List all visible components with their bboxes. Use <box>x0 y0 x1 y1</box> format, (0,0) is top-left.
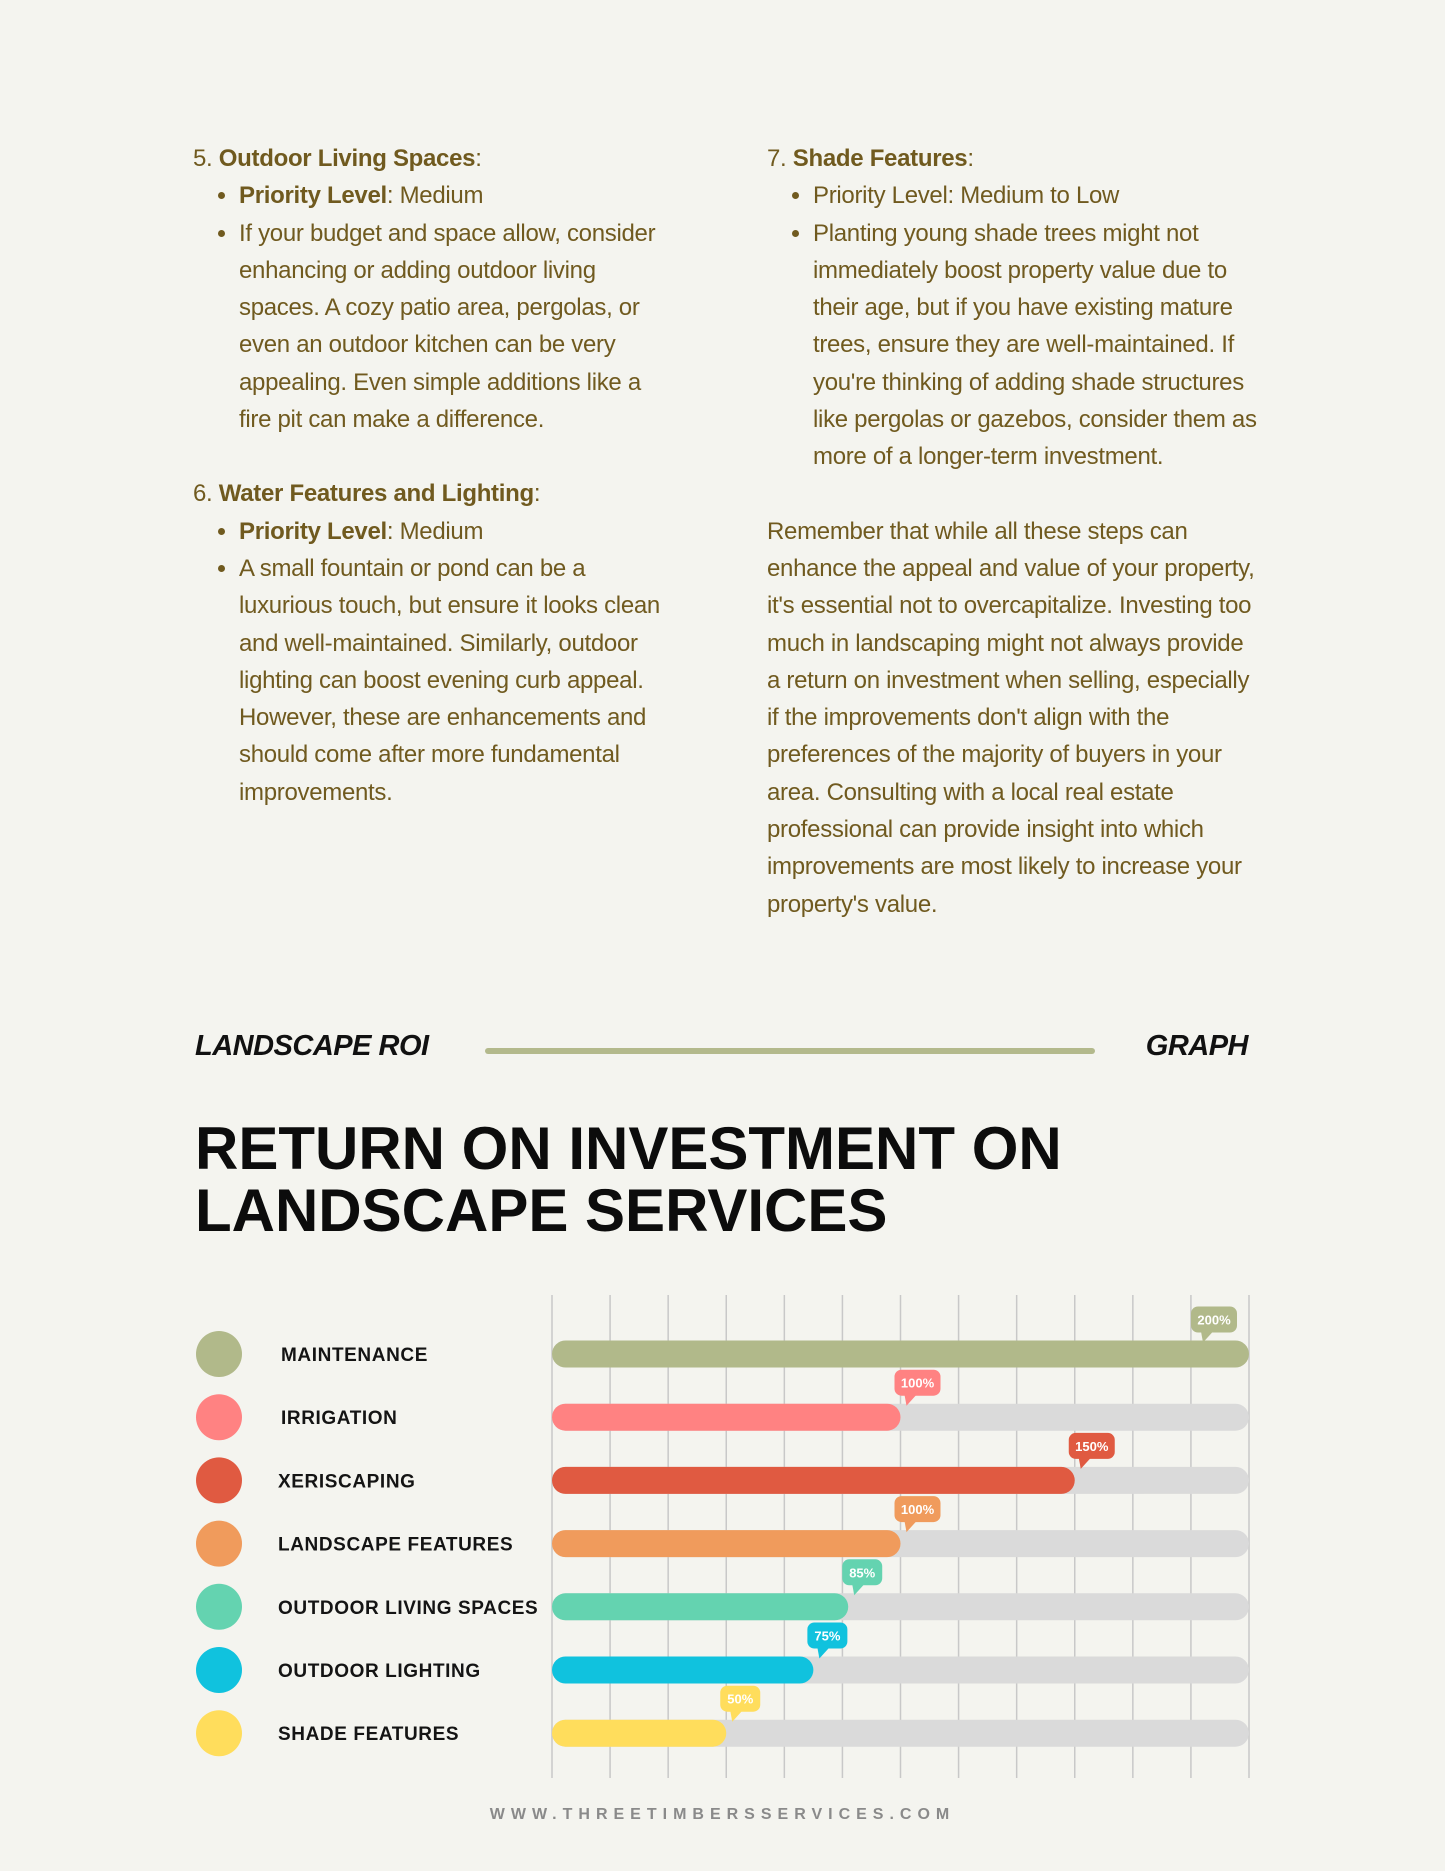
item-6-heading: 6. Water Features and Lighting: <box>193 480 541 508</box>
bar <box>552 1593 848 1620</box>
data-label: 200% <box>1197 1312 1231 1328</box>
item-7-body: • Planting young shade trees might not immediately boost property value due to their age, but if you have existing mature trees, ensure they are well-maintained. If you're thinking of adding shade structures like pergolas or gazebos, consider them as more of a longer-term investment. <box>813 215 1257 476</box>
bar <box>552 1404 901 1431</box>
item-5-heading: 5. Outdoor Living Spaces: <box>193 145 482 172</box>
data-label: 50% <box>727 1691 754 1707</box>
data-label: 100% <box>900 1502 935 1518</box>
bar <box>552 1467 1075 1494</box>
bar <box>552 1530 901 1557</box>
section-label-left: LANDSCAPE ROI <box>195 1030 429 1062</box>
item-6-body: • A small fountain or pond can be a luxurious touch, but ensure it looks clean and well-maintained. Similarly, outdoor lighting can boost evening curb appeal. However, these are enhancements and should come after more fundamental improvements. <box>239 550 673 811</box>
item-5-title: Outdoor Living Spaces <box>218 145 476 172</box>
item-6-title: Water Features and Lighting <box>218 480 534 508</box>
item-5-priority: • Priority Level: Medium <box>239 177 673 214</box>
legend-dot <box>196 1647 242 1693</box>
data-label: 75% <box>814 1628 841 1644</box>
chart-title-line-1: RETURN ON INVESTMENT ON <box>195 1115 1062 1182</box>
category-label: OUTDOOR LIGHTING <box>278 1661 481 1682</box>
section-label-right: GRAPH <box>1145 1030 1248 1062</box>
item-5-body: • If your budget and space allow, consider enhancing or adding outdoor living spaces. A cozy patio area, pergolas, or even an outdoor kitchen can be very appealing. Even simple additions like a fire pit can make a difference. <box>239 215 673 439</box>
category-label: MAINTENANCE <box>281 1345 428 1366</box>
bar <box>552 1657 813 1684</box>
legend-dot <box>196 1394 242 1440</box>
category-label: SHADE FEATURES <box>278 1724 460 1746</box>
legend-dot <box>196 1457 242 1503</box>
data-label: 100% <box>900 1375 935 1391</box>
data-label: 150% <box>1075 1438 1109 1454</box>
item-7-priority: • Priority Level: Medium to Low <box>813 177 1257 214</box>
legend-dot <box>196 1584 242 1630</box>
bar <box>552 1720 726 1747</box>
legend-dot <box>196 1521 242 1567</box>
bar <box>552 1341 1249 1368</box>
closing-paragraph: Remember that while all these steps can enhance the appeal and value of your property, it's essential not to overcapitalize. Investing too much in landscaping might not always provide a return on investment when selling, especially if the improvements don't align with the preferences of the majority of buyers in your area. Consulting with a local real estate professional can provide insight into which improvements are most likely to increase your property's value. <box>767 517 1255 918</box>
item-7-title: Shade Features <box>792 145 968 172</box>
data-label: 85% <box>849 1565 876 1581</box>
legend-dot <box>196 1331 242 1377</box>
category-label: IRRIGATION <box>281 1408 398 1430</box>
category-label: OUTDOOR LIVING SPACES <box>278 1597 539 1619</box>
item-6-priority: • Priority Level: Medium <box>239 513 673 550</box>
category-label: XERISCAPING <box>278 1471 416 1493</box>
legend-dot <box>196 1710 242 1756</box>
chart-title-line-2: LANDSCAPE SERVICES <box>195 1177 888 1244</box>
category-label: LANDSCAPE FEATURES <box>278 1534 514 1556</box>
item-7-heading: 7. Shade Features: <box>767 145 974 172</box>
footer-website: WWW.THREETIMBERSSERVICES.COM <box>489 1806 956 1823</box>
